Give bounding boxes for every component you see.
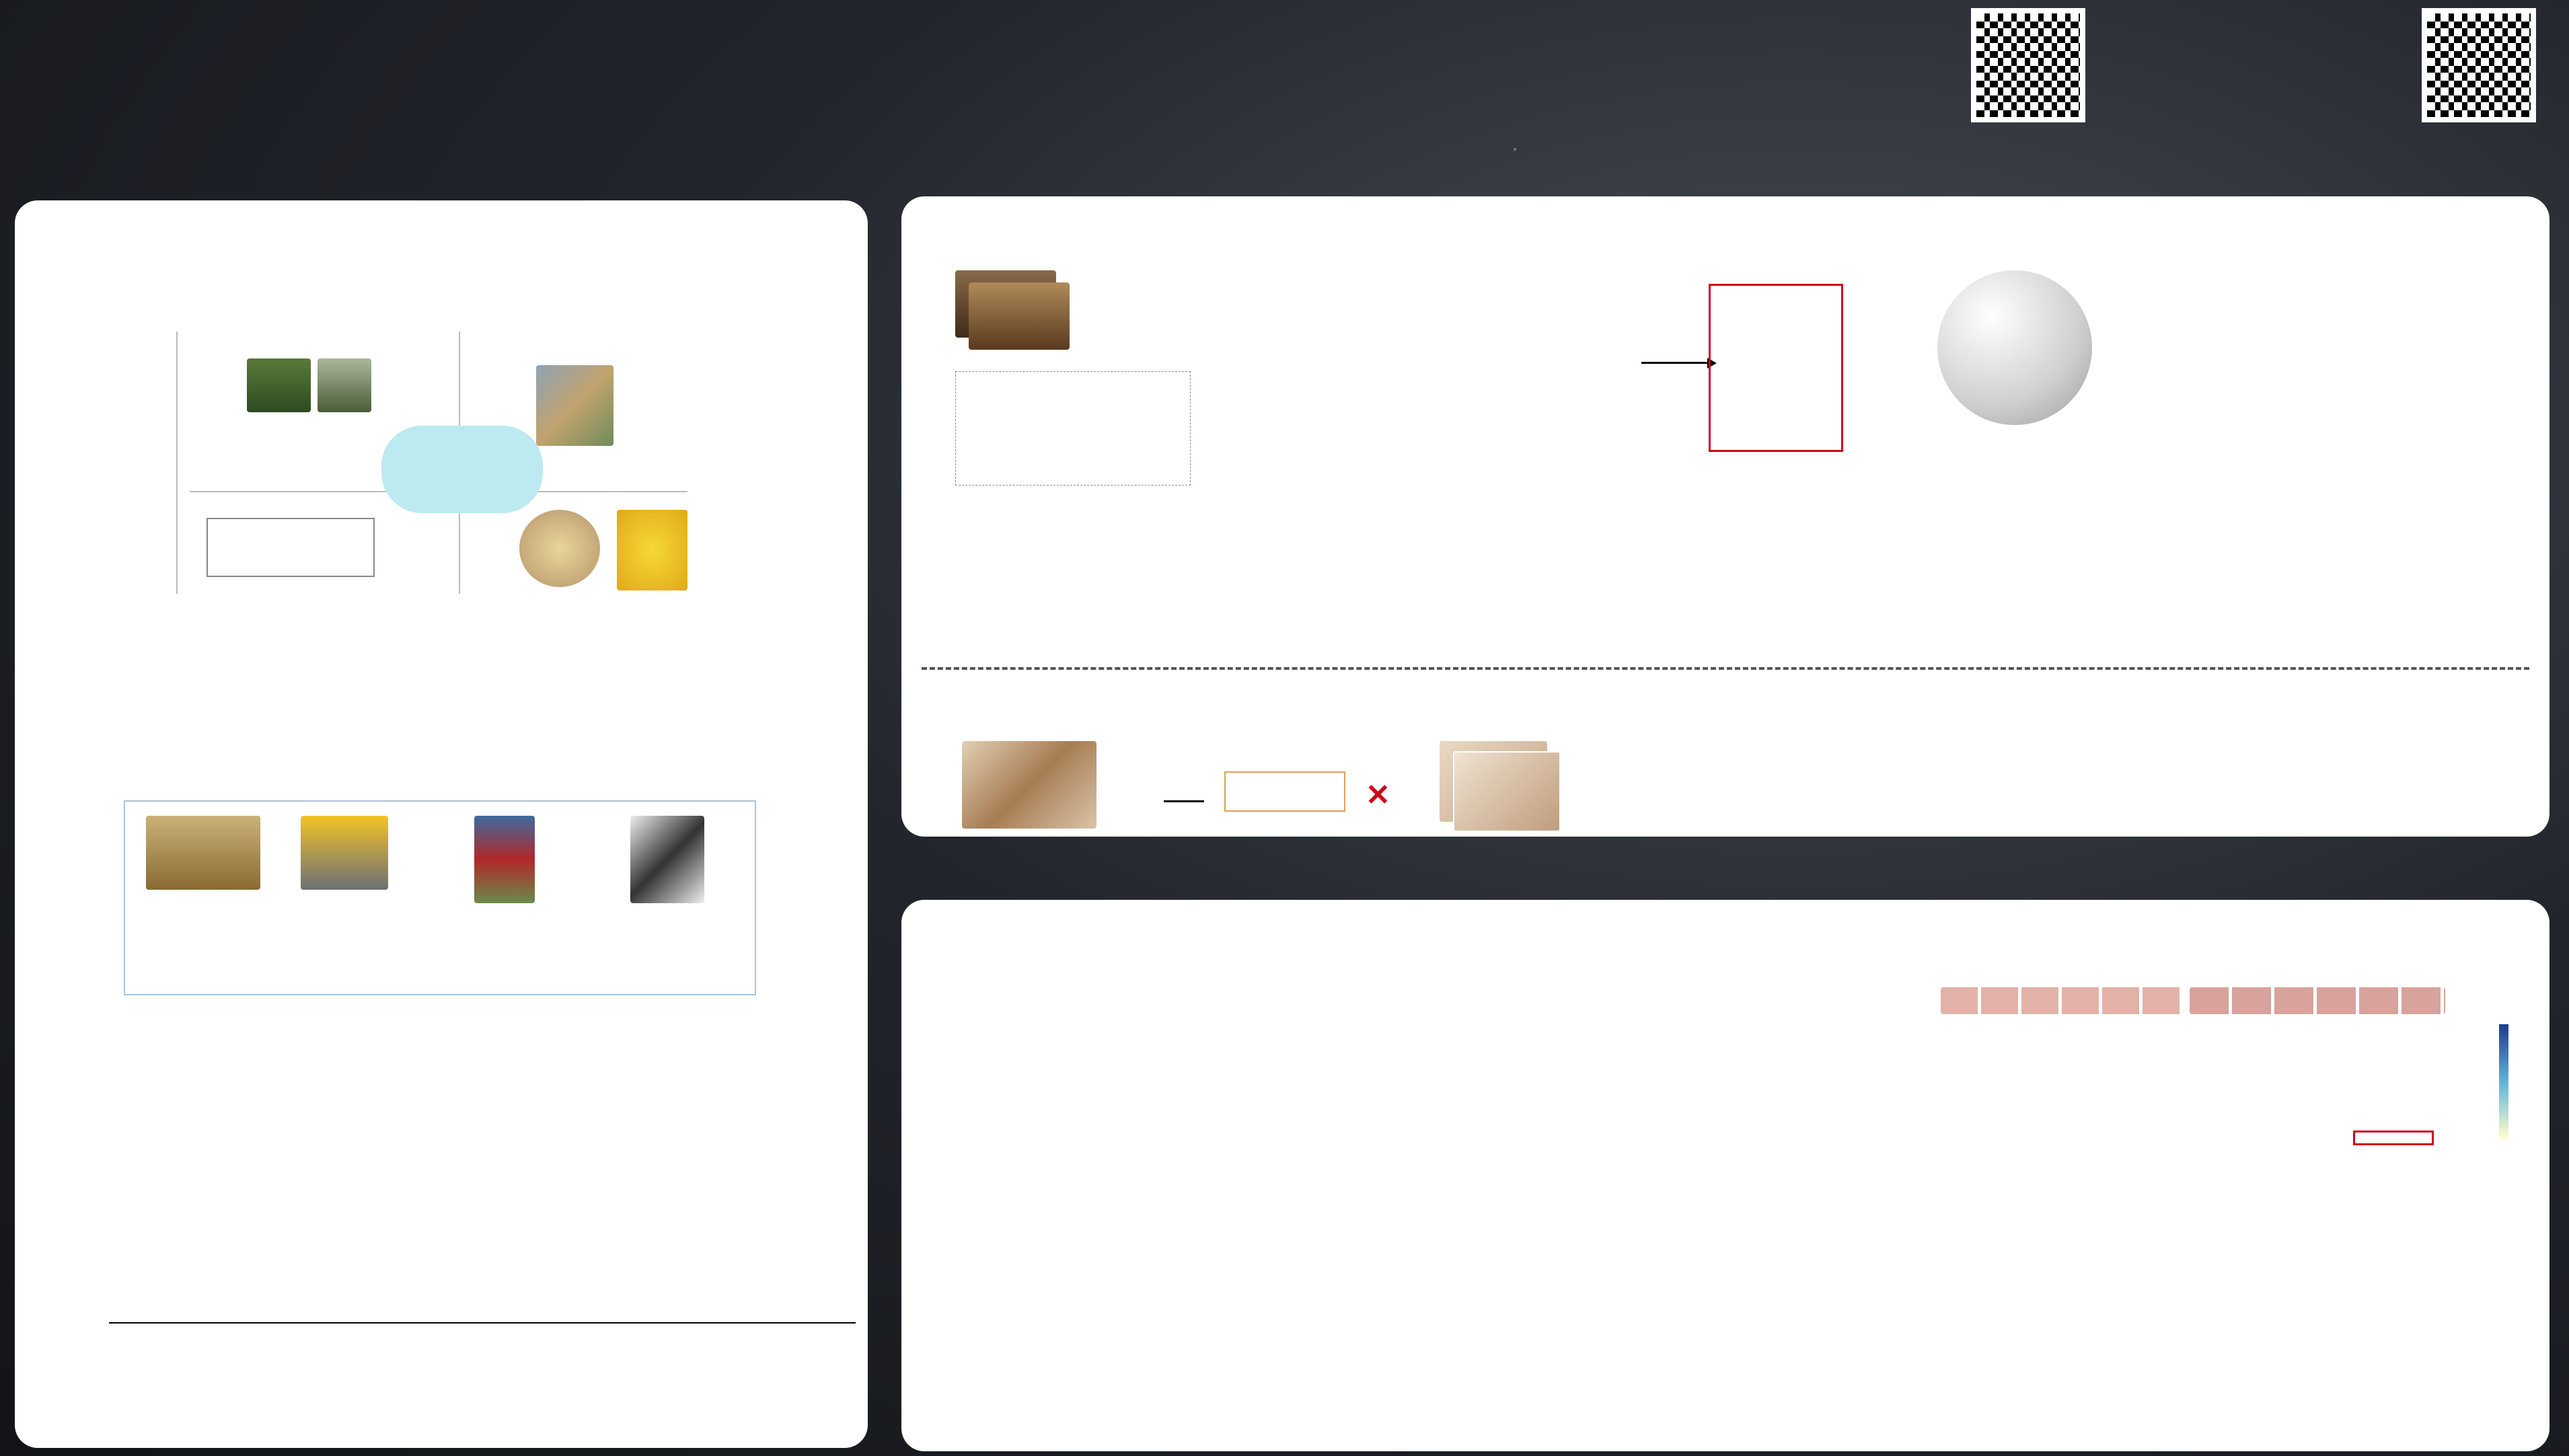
center-blob bbox=[381, 426, 543, 513]
pull-arrow bbox=[1164, 800, 1204, 802]
vg-captions bbox=[613, 365, 687, 446]
nc-photo-4 bbox=[630, 816, 704, 903]
toy-transport-matrix bbox=[2190, 1021, 2445, 1142]
nc-photo-1 bbox=[146, 816, 260, 890]
ot-sphere bbox=[1937, 270, 2092, 425]
clip-caption-grid bbox=[1463, 270, 1604, 438]
related-qr-icon[interactable] bbox=[2422, 8, 2536, 122]
ot-arrow bbox=[1641, 362, 1709, 364]
lse-grid-top bbox=[1288, 270, 1389, 351]
irrelevant-box bbox=[2353, 1131, 2434, 1145]
toy-frames-a bbox=[1941, 987, 2183, 1014]
transport-grid bbox=[1709, 284, 1843, 452]
observations-panel bbox=[15, 200, 868, 1448]
toy-frames-d bbox=[2190, 987, 2445, 1014]
knit-photo-3 bbox=[1453, 751, 1561, 832]
caption-list bbox=[955, 371, 1191, 486]
nc-photo-2 bbox=[301, 816, 388, 890]
mrc-box bbox=[207, 518, 375, 577]
hiker-photo bbox=[318, 358, 371, 412]
pikachu-right bbox=[617, 510, 687, 590]
slip-caption-box bbox=[1224, 771, 1345, 812]
star bbox=[1514, 148, 1516, 151]
axis-v bbox=[176, 332, 178, 594]
toy-similarity-matrix bbox=[1941, 1021, 2183, 1142]
video-frames-stack bbox=[969, 282, 1070, 350]
dtw-grid bbox=[2247, 250, 2475, 479]
street-photo bbox=[536, 365, 613, 446]
methods-panel bbox=[901, 196, 2549, 837]
lse-grid-bottom bbox=[1288, 405, 1389, 486]
forest-photo bbox=[247, 358, 311, 412]
nc-photo-3 bbox=[474, 816, 535, 903]
pikachu-left bbox=[519, 510, 600, 587]
results-panel bbox=[901, 900, 2549, 1451]
timeline-axis bbox=[109, 1322, 856, 1324]
colorbar bbox=[2499, 1024, 2508, 1139]
repel-cross-icon: ✕ bbox=[1366, 779, 1390, 812]
code-qr-icon[interactable] bbox=[1971, 8, 2085, 122]
dashed-divider bbox=[922, 667, 2529, 670]
knit-photo-1 bbox=[962, 741, 1096, 829]
